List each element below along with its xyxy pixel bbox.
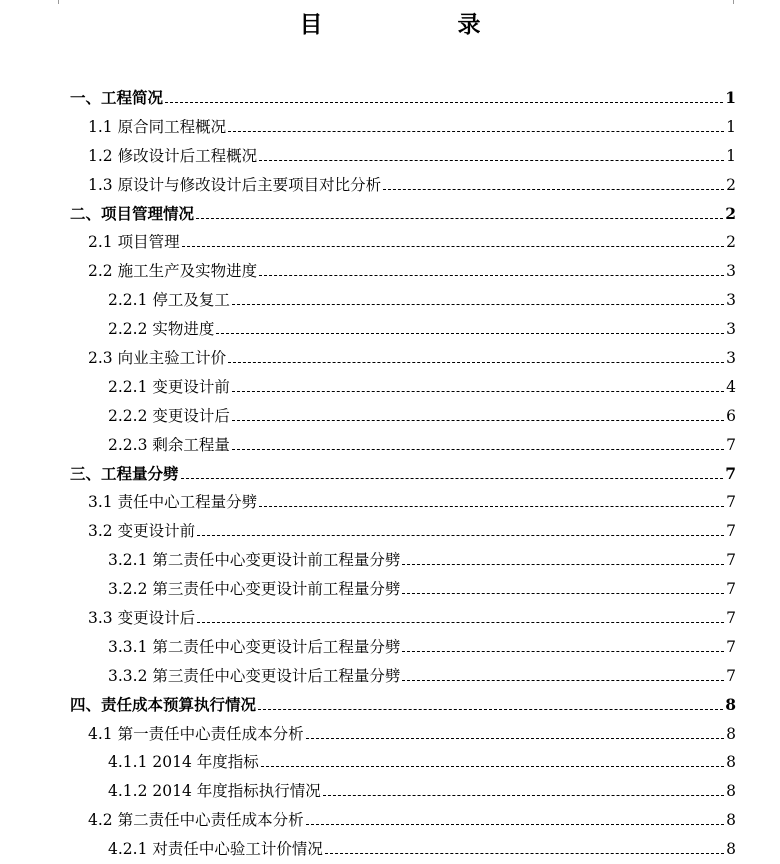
toc-entry-page-number: 8 — [726, 782, 736, 801]
toc-entry-label: 4.2.1 对责任中心验工计价情况 — [108, 840, 323, 859]
toc-entry[interactable] — [70, 720, 736, 749]
toc-entry[interactable] — [70, 460, 736, 489]
toc-leader-dots — [258, 709, 723, 710]
toc-entry-page-number: 8 — [726, 811, 736, 830]
toc-entry[interactable] — [70, 431, 736, 460]
toc-leader-dots — [306, 824, 724, 825]
toc-entry[interactable] — [70, 835, 736, 864]
toc-entry[interactable] — [70, 315, 736, 344]
toc-entry[interactable] — [70, 373, 736, 402]
toc-leader-dots — [228, 131, 724, 132]
toc-entry-page-number: 2 — [725, 203, 736, 223]
toc-entry-label: 1.3 原设计与修改设计后主要项目对比分析 — [88, 175, 382, 194]
toc-leader-dots — [232, 420, 724, 421]
toc-entry-label: 4.1 第一责任中心责任成本分析 — [88, 724, 304, 743]
toc-leader-dots — [232, 449, 724, 450]
toc-leader-dots — [325, 853, 724, 854]
toc-leader-dots — [383, 189, 724, 190]
toc-entry-label: 一、工程简况 — [70, 88, 164, 107]
toc-entry-page-number: 4 — [726, 377, 736, 396]
margin-corner-mark-left — [36, 0, 59, 4]
toc-leader-dots — [197, 622, 724, 623]
toc-leader-dots — [216, 333, 724, 334]
toc-leader-dots — [402, 680, 724, 681]
toc-entry-label: 四、责任成本预算执行情况 — [70, 694, 257, 714]
toc-entry[interactable] — [70, 777, 736, 806]
toc-leader-dots — [402, 593, 724, 594]
toc-entry-label: 3.3.1 第二责任中心变更设计后工程量分劈 — [108, 637, 401, 656]
toc-leader-dots — [196, 218, 723, 219]
toc-entry[interactable] — [70, 200, 736, 229]
toc-entry-label: 4.1.2 2014 年度指标执行情况 — [108, 782, 321, 801]
toc-entry-page-number: 8 — [726, 753, 736, 772]
toc-entry-page-number: 7 — [726, 551, 736, 570]
toc-leader-dots — [232, 391, 724, 392]
toc-entry-label: 2.2.1 停工及复工 — [108, 291, 230, 310]
page-title: 目 录 — [299, 11, 537, 38]
toc-entry-label: 三、工程量分劈 — [70, 463, 179, 483]
toc-leader-dots — [232, 304, 724, 305]
toc-entry-page-number: 1 — [725, 88, 736, 107]
toc-entry[interactable] — [70, 517, 736, 546]
toc-leader-dots — [259, 160, 724, 161]
toc-entry-label: 二、项目管理情况 — [70, 203, 195, 223]
toc-entry-page-number: 8 — [726, 840, 736, 859]
toc-leader-dots — [402, 564, 724, 565]
toc-entry-page-number: 2 — [726, 233, 736, 252]
toc-entry-label: 4.2 第二责任中心责任成本分析 — [88, 811, 304, 830]
toc-entry-page-number: 3 — [726, 320, 736, 339]
toc-leader-dots — [181, 478, 724, 479]
toc-entry-label: 2.2.2 变更设计后 — [108, 406, 230, 425]
toc-leader-dots — [197, 535, 724, 536]
toc-leader-dots — [261, 766, 724, 767]
toc-entry-label: 2.2.2 实物进度 — [108, 320, 215, 339]
margin-corner-mark-right — [733, 0, 756, 4]
toc-entry[interactable] — [70, 171, 736, 200]
toc-leader-dots — [165, 102, 723, 103]
toc-entry-page-number: 7 — [726, 637, 736, 656]
toc-entry[interactable] — [70, 228, 736, 257]
toc-entry-page-number: 7 — [725, 463, 736, 483]
toc-entry-page-number: 7 — [726, 609, 736, 628]
toc-entry-page-number: 7 — [726, 666, 736, 685]
toc-entry-label: 2.1 项目管理 — [88, 233, 180, 252]
toc-entry[interactable] — [70, 402, 736, 431]
toc-entry-label: 2.2 施工生产及实物进度 — [88, 262, 258, 281]
toc-entry[interactable] — [70, 806, 736, 835]
toc-entry[interactable] — [70, 113, 736, 142]
toc-entry-page-number: 1 — [726, 146, 736, 165]
toc-entry[interactable] — [70, 142, 736, 171]
toc-leader-dots — [259, 275, 724, 276]
toc-leader-dots — [228, 362, 724, 363]
toc-entry-page-number: 3 — [726, 291, 736, 310]
toc-entry[interactable] — [70, 575, 736, 604]
toc-leader-dots — [182, 246, 724, 247]
toc-entry-label: 1.2 修改设计后工程概况 — [88, 146, 258, 165]
toc-entry[interactable] — [70, 691, 736, 720]
toc-entry-label: 2.2.1 变更设计前 — [108, 377, 230, 396]
toc-entry-page-number: 7 — [726, 493, 736, 512]
toc-entry[interactable] — [70, 488, 736, 517]
toc-entry[interactable] — [70, 633, 736, 662]
toc-entry[interactable] — [70, 286, 736, 315]
toc-entry-page-number: 8 — [726, 724, 736, 743]
toc-entry[interactable] — [70, 604, 736, 633]
toc-entry-label: 3.2 变更设计前 — [88, 522, 196, 541]
toc-leader-dots — [323, 795, 724, 796]
toc-entry-label: 3.2.2 第三责任中心变更设计前工程量分劈 — [108, 580, 401, 599]
toc-entry-page-number: 7 — [726, 435, 736, 454]
toc-entry-label: 1.1 原合同工程概况 — [88, 117, 227, 136]
toc-entry[interactable] — [70, 662, 736, 691]
toc-entry-page-number: 7 — [726, 522, 736, 541]
toc-leader-dots — [402, 651, 724, 652]
toc-entry[interactable] — [70, 257, 736, 286]
toc-entry-page-number: 7 — [726, 580, 736, 599]
toc-entry-label: 3.3.2 第三责任中心变更设计后工程量分劈 — [108, 666, 401, 685]
toc-entry-label: 2.2.3 剩余工程量 — [108, 435, 230, 454]
toc-entry[interactable] — [70, 344, 736, 373]
toc-entry[interactable] — [70, 546, 736, 575]
toc-entry-label: 4.1.1 2014 年度指标 — [108, 753, 259, 772]
toc-entry-page-number: 1 — [726, 117, 736, 136]
toc-entry-label: 3.3 变更设计后 — [88, 609, 196, 628]
toc-leader-dots — [306, 738, 724, 739]
toc-entry[interactable] — [70, 84, 736, 113]
toc-entry-page-number: 3 — [726, 349, 736, 368]
table-of-contents — [70, 84, 736, 864]
toc-entry-label: 3.2.1 第二责任中心变更设计前工程量分劈 — [108, 551, 401, 570]
toc-entry-label: 2.3 向业主验工计价 — [88, 349, 227, 368]
toc-entry-page-number: 3 — [726, 262, 736, 281]
toc-entry[interactable] — [70, 748, 736, 777]
toc-entry-page-number: 2 — [726, 175, 736, 194]
toc-entry-page-number: 8 — [725, 694, 736, 714]
toc-entry-label: 3.1 责任中心工程量分劈 — [88, 493, 258, 512]
toc-leader-dots — [259, 506, 724, 507]
toc-entry-page-number: 6 — [726, 406, 736, 425]
